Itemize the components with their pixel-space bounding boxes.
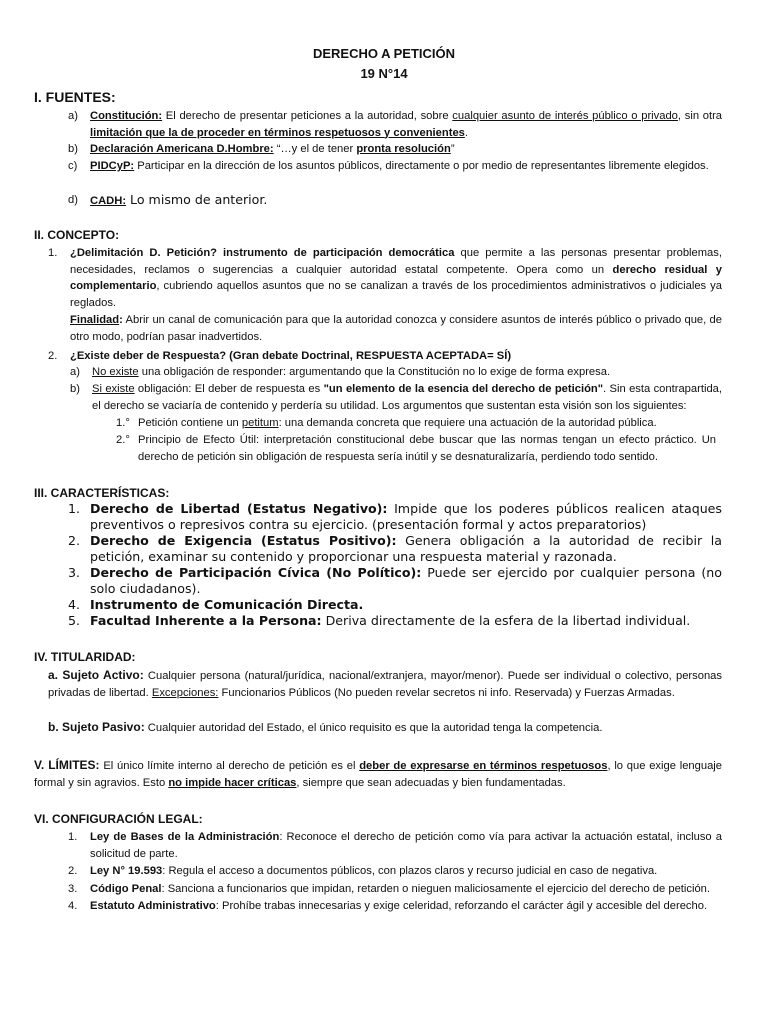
bold-text: b. Sujeto Pasivo: bbox=[48, 720, 145, 734]
text: Genera obligación a la autoridad de recibir la petición, examinar su contenido y proporcionar una respuesta material y razonada. bbox=[90, 533, 722, 564]
bold-text: "un elemento de la esencia del derecho de petición" bbox=[323, 383, 604, 395]
underlined-text: Excepciones: bbox=[151, 686, 219, 699]
text: Impide que los poderes públicos realicen ataques preventivos o represivos contra su ejercicio. (presentación formal y actos preparatorios) bbox=[90, 501, 722, 532]
argumento-1 bbox=[116, 415, 716, 432]
concepto-item-1 bbox=[48, 245, 722, 311]
list-marker: 1. bbox=[48, 247, 58, 259]
list-marker: 5. bbox=[68, 613, 81, 628]
bold-text: Facultad Inherente a la Persona: bbox=[90, 613, 322, 628]
list-marker: 2. bbox=[68, 533, 81, 548]
list-marker: d) bbox=[68, 194, 78, 206]
concepto-item-2 bbox=[48, 348, 722, 365]
underlined-text: deber de expresarse en términos respetuosos bbox=[359, 760, 608, 772]
list-marker: c) bbox=[68, 160, 78, 172]
text: Funcionarios Públicos (No pueden revelar secretos ni info. Reservada) y Fuerzas Armadas. bbox=[218, 686, 675, 699]
bold-text: Derecho de Exigencia (Estatus Positivo): bbox=[90, 533, 397, 548]
section-heading-fuentes: I. FUENTES: bbox=[34, 89, 116, 105]
text: Cualquier autoridad del Estado, el único requisito es que la autoridad tenga la competencia. bbox=[144, 722, 603, 734]
text: : una demanda concreta que requiere una actuación de la autoridad pública. bbox=[278, 417, 657, 429]
text: “…y el de tener bbox=[273, 143, 357, 155]
argumento-2 bbox=[116, 432, 716, 465]
fuente-item-c bbox=[68, 158, 722, 175]
text: , siempre que sean adecuadas y bien fundamentadas. bbox=[296, 776, 566, 789]
limites-paragraph bbox=[34, 757, 722, 791]
list-marker: 2. bbox=[68, 865, 78, 877]
list-marker: 2. bbox=[48, 350, 58, 362]
text: Principio de Efecto Útil: interpretación constitucional debe buscar que las normas tengan un efecto práctico. Un derecho de petición sin obligación de respuesta sería inútil y se desnaturalizaría, perdiendo todo sentido. bbox=[138, 434, 716, 463]
list-item bbox=[68, 613, 722, 629]
list-marker: 1. bbox=[68, 831, 78, 843]
bold-text: Código Penal bbox=[90, 882, 162, 895]
fuente-item-a bbox=[68, 108, 722, 141]
list-marker: b) bbox=[70, 383, 80, 395]
text: ” bbox=[450, 143, 455, 155]
text: : Sanciona a funcionarios que impidan, retarden o nieguen maliciosamente el ejercicio del derecho de petición. bbox=[161, 882, 711, 895]
respuesta-item-b bbox=[70, 381, 722, 414]
text: Abrir un canal de comunicación para que la autoridad conozca y considere asuntos de interés público o privado que, de otro modo, podrían pasar inadvertidos. bbox=[70, 314, 722, 343]
text: una obligación de responder: argumentando que la Constitución no lo exige de forma expresa. bbox=[138, 366, 611, 378]
underlined-text: no impide hacer críticas bbox=[168, 776, 297, 789]
text: El derecho de presentar peticiones a la autoridad, sobre bbox=[162, 110, 453, 122]
bold-text: a. Sujeto Activo: bbox=[48, 668, 144, 682]
text: . bbox=[464, 126, 468, 139]
term: Finalidad bbox=[70, 314, 120, 326]
bold-text: Estatuto Administrativo bbox=[90, 900, 216, 912]
section-heading-limites: V. LÍMITES: bbox=[34, 758, 100, 772]
section-heading-caracteristicas: III. CARACTERÍSTICAS: bbox=[34, 486, 170, 500]
list-marker: 4. bbox=[68, 597, 81, 612]
text: Lo mismo de anterior. bbox=[126, 192, 268, 207]
text: El único límite interno al derecho de petición es el bbox=[99, 760, 360, 772]
list-item bbox=[68, 863, 722, 880]
text: que permite a las personas presentar problemas, necesidades, reclamos o sugerencias a cualquier autoridad estatal competente. Opera como un bbox=[70, 247, 722, 276]
bold-text: ¿Existe deber de Respuesta? (Gran debate Doctrinal, RESPUESTA ACEPTADA= SÍ) bbox=[70, 350, 512, 362]
term: CADH: bbox=[90, 195, 127, 207]
text: : bbox=[119, 314, 123, 326]
list-item bbox=[68, 898, 722, 915]
text: obligación: El deber de respuesta es bbox=[134, 383, 324, 395]
list-marker: 3. bbox=[68, 565, 81, 580]
list-item bbox=[68, 501, 722, 533]
sujeto-pasivo bbox=[48, 719, 722, 737]
bold-text: Ley de Bases de la Administración bbox=[90, 831, 280, 843]
list-marker: 4. bbox=[68, 900, 78, 912]
text: Participar en la dirección de los asuntos públicos, directamente o por medio de representantes libremente elegidos. bbox=[134, 160, 709, 172]
bold-text: Derecho de Participación Cívica (No Político): bbox=[90, 565, 422, 580]
underlined-text: limitación que la de proceder en términos respetuosos y convenientes bbox=[90, 126, 465, 139]
list-marker: 1.° bbox=[116, 417, 130, 429]
underlined-text: pronta resolución bbox=[356, 143, 451, 155]
bold-text: ¿Delimitación D. Petición? instrumento de participación democrática bbox=[70, 247, 455, 259]
text: : Reconoce el derecho de petición como vía para activar la actuación estatal, incluso a solicitud de parte. bbox=[90, 831, 723, 860]
text: . Sin esta contrapartida, el derecho se vaciaría de contenido y perdería su utilidad. Los argumentos que sustentan esta visión son los siguientes: bbox=[92, 383, 722, 412]
respuesta-item-a bbox=[70, 364, 722, 381]
text: Cualquier persona (natural/jurídica, nacional/extranjera, mayor/menor). Puede ser individual o colectivo, personas privadas de libertad. bbox=[48, 670, 722, 699]
bold-text: Derecho de Libertad (Estatus Negativo): bbox=[90, 501, 388, 516]
text: : Prohíbe trabas innecesarias y exige celeridad, reforzando el carácter ágil y accesible del derecho. bbox=[215, 900, 708, 912]
list-marker: 3. bbox=[68, 882, 78, 895]
bold-text: Instrumento de Comunicación Directa. bbox=[90, 597, 364, 612]
text: Puede ser ejercido por cualquier persona (no solo ciudadanos). bbox=[90, 565, 722, 596]
list-item bbox=[68, 565, 722, 597]
list-marker: 2.° bbox=[116, 434, 130, 446]
caracteristicas-list bbox=[68, 501, 722, 629]
list-marker: b) bbox=[68, 143, 78, 155]
underlined-text: cualquier asunto de interés público o privado bbox=[452, 110, 678, 122]
bold-text: Ley N° 19.593 bbox=[90, 865, 163, 877]
section-heading-titularidad: IV. TITULARIDAD: bbox=[34, 650, 136, 664]
term: Constitución: bbox=[90, 110, 163, 122]
text: : Regula el acceso a documentos públicos, con plazos claros y recurso judicial en caso de negativa. bbox=[162, 865, 658, 877]
list-item bbox=[68, 597, 722, 613]
configuracion-list bbox=[68, 829, 722, 915]
text: Deriva directamente de la esfera de la libertad individual. bbox=[321, 613, 691, 628]
term: PIDCyP: bbox=[90, 160, 135, 172]
section-heading-configuracion: VI. CONFIGURACIÓN LEGAL: bbox=[34, 812, 203, 826]
list-item bbox=[68, 829, 722, 862]
text: , cubriendo aquellos asuntos que no se canalizan a través de los procedimientos administrativos o judiciales ya reglados. bbox=[70, 280, 722, 309]
fuente-item-b bbox=[68, 141, 722, 158]
list-item bbox=[68, 533, 722, 565]
underlined-text: No existe bbox=[92, 366, 139, 378]
list-item bbox=[68, 881, 722, 898]
bold-text: derecho residual y complementario bbox=[70, 263, 722, 292]
text: , lo que exige lenguaje formal y sin agravios. Esto bbox=[34, 760, 723, 789]
underlined-text: petitum bbox=[241, 417, 279, 429]
list-marker: a) bbox=[70, 366, 80, 378]
text: , sin otra bbox=[677, 110, 723, 122]
document-subtitle: 19 N°14 bbox=[360, 66, 408, 81]
finalidad-paragraph bbox=[70, 312, 722, 345]
fuente-item-d bbox=[68, 192, 722, 210]
sujeto-activo bbox=[48, 667, 722, 701]
list-marker: 1. bbox=[68, 501, 81, 516]
text: Petición contiene un bbox=[138, 417, 242, 429]
term: Declaración Americana D.Hombre: bbox=[90, 143, 274, 155]
list-marker: a) bbox=[68, 110, 78, 122]
section-heading-concepto: II. CONCEPTO: bbox=[34, 228, 120, 242]
underlined-text: Si existe bbox=[92, 383, 135, 395]
document-title: DERECHO A PETICIÓN bbox=[312, 46, 456, 61]
